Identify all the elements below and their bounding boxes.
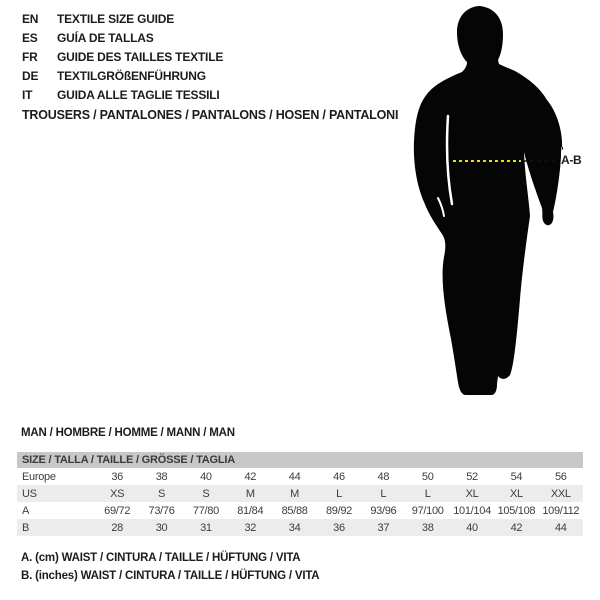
size-cell: 81/84 [237, 504, 264, 517]
size-cell: 37 [377, 521, 390, 534]
size-cell: 85/88 [281, 504, 308, 517]
language-code: ES [22, 31, 38, 45]
language-code: FR [22, 50, 38, 64]
language-label: GUÍA DE TALLAS [57, 31, 154, 45]
size-cell: 38 [421, 521, 434, 534]
size-cell: 40 [466, 521, 478, 534]
size-cell: 101/104 [453, 504, 491, 517]
language-row-de [22, 67, 223, 86]
size-cell: 32 [244, 521, 257, 534]
waist-measure-label: A-B [561, 153, 582, 167]
row-label: A [22, 504, 30, 517]
size-cell: L [380, 487, 387, 500]
size-cell: 34 [288, 521, 301, 534]
size-cell: 48 [377, 470, 390, 483]
size-cell: L [424, 487, 431, 500]
language-code: DE [22, 69, 39, 83]
row-label: B [22, 521, 30, 534]
language-row-fr [22, 48, 223, 67]
note-line-cm: A. (cm) WAIST / CINTURA / TAILLE / HÜFTUNG / VITA [21, 552, 301, 564]
size-table-header-label: SIZE / TALLA / TAILLE / GRÖSSE / TAGLIA [17, 452, 583, 468]
size-cell: 50 [421, 470, 434, 483]
man-silhouette-figure [395, 4, 600, 399]
size-cell: S [158, 487, 166, 500]
size-cell: M [290, 487, 300, 500]
language-code: EN [22, 12, 39, 26]
table-row-b [17, 519, 583, 536]
language-label: TEXTILGRÖßENFÜHRUNG [57, 69, 206, 83]
size-table [17, 452, 583, 536]
size-cell: XXL [550, 487, 571, 500]
row-label: US [22, 487, 37, 500]
note-line-inches: B. (inches) WAIST / CINTURA / TAILLE / HÜFTUNG / VITA [21, 570, 320, 582]
size-cell: 56 [554, 470, 567, 483]
language-row-it [22, 86, 223, 105]
language-list [22, 10, 223, 105]
size-cell: XS [110, 487, 125, 500]
size-cell: 73/76 [148, 504, 175, 517]
size-table-wrap [17, 452, 583, 536]
man-silhouette-icon [395, 4, 600, 399]
size-table-header-row [17, 452, 583, 468]
size-cell: L [336, 487, 342, 500]
size-cell: 52 [466, 470, 478, 483]
size-cell: 89/92 [325, 504, 352, 517]
measurement-notes [21, 549, 319, 585]
size-cell: S [202, 487, 210, 500]
language-row-en [22, 10, 223, 29]
table-row-a [17, 502, 583, 519]
row-label: Europe [22, 470, 56, 483]
size-cell: 38 [155, 470, 168, 483]
size-cell: 93/96 [370, 504, 397, 517]
size-cell: 31 [200, 521, 212, 534]
size-cell: XL [509, 487, 523, 500]
size-cell: 30 [155, 521, 168, 534]
size-cell: 44 [554, 521, 567, 534]
gender-section-title: MAN / HOMBRE / HOMME / MANN / MAN [21, 427, 235, 439]
language-code: IT [22, 88, 33, 102]
size-cell: 44 [288, 470, 301, 483]
size-cell: 36 [111, 470, 123, 483]
size-cell: M [245, 487, 255, 500]
language-label: GUIDA ALLE TAGLIE TESSILI [57, 88, 220, 102]
size-cell: 40 [200, 470, 212, 483]
size-cell: 54 [510, 470, 523, 483]
size-cell: 36 [333, 521, 345, 534]
size-cell: 69/72 [104, 504, 131, 517]
size-cell: 46 [333, 470, 345, 483]
size-cell: 42 [510, 521, 523, 534]
size-cell: 105/108 [497, 504, 536, 517]
garment-title: TROUSERS / PANTALONES / PANTALONS / HOSEN / PANTALONI [22, 108, 399, 122]
table-row-europe [17, 468, 583, 485]
language-label: GUIDE DES TAILLES TEXTILE [57, 50, 224, 64]
size-cell: 97/100 [411, 504, 444, 517]
size-cell: 42 [244, 470, 257, 483]
size-cell: 109/112 [542, 504, 580, 517]
language-row-es [22, 29, 223, 48]
language-label: TEXTILE SIZE GUIDE [57, 12, 175, 26]
table-row-us [17, 485, 583, 502]
size-cell: XL [465, 487, 479, 500]
size-cell: 28 [111, 521, 123, 534]
size-cell: 77/80 [192, 504, 219, 517]
